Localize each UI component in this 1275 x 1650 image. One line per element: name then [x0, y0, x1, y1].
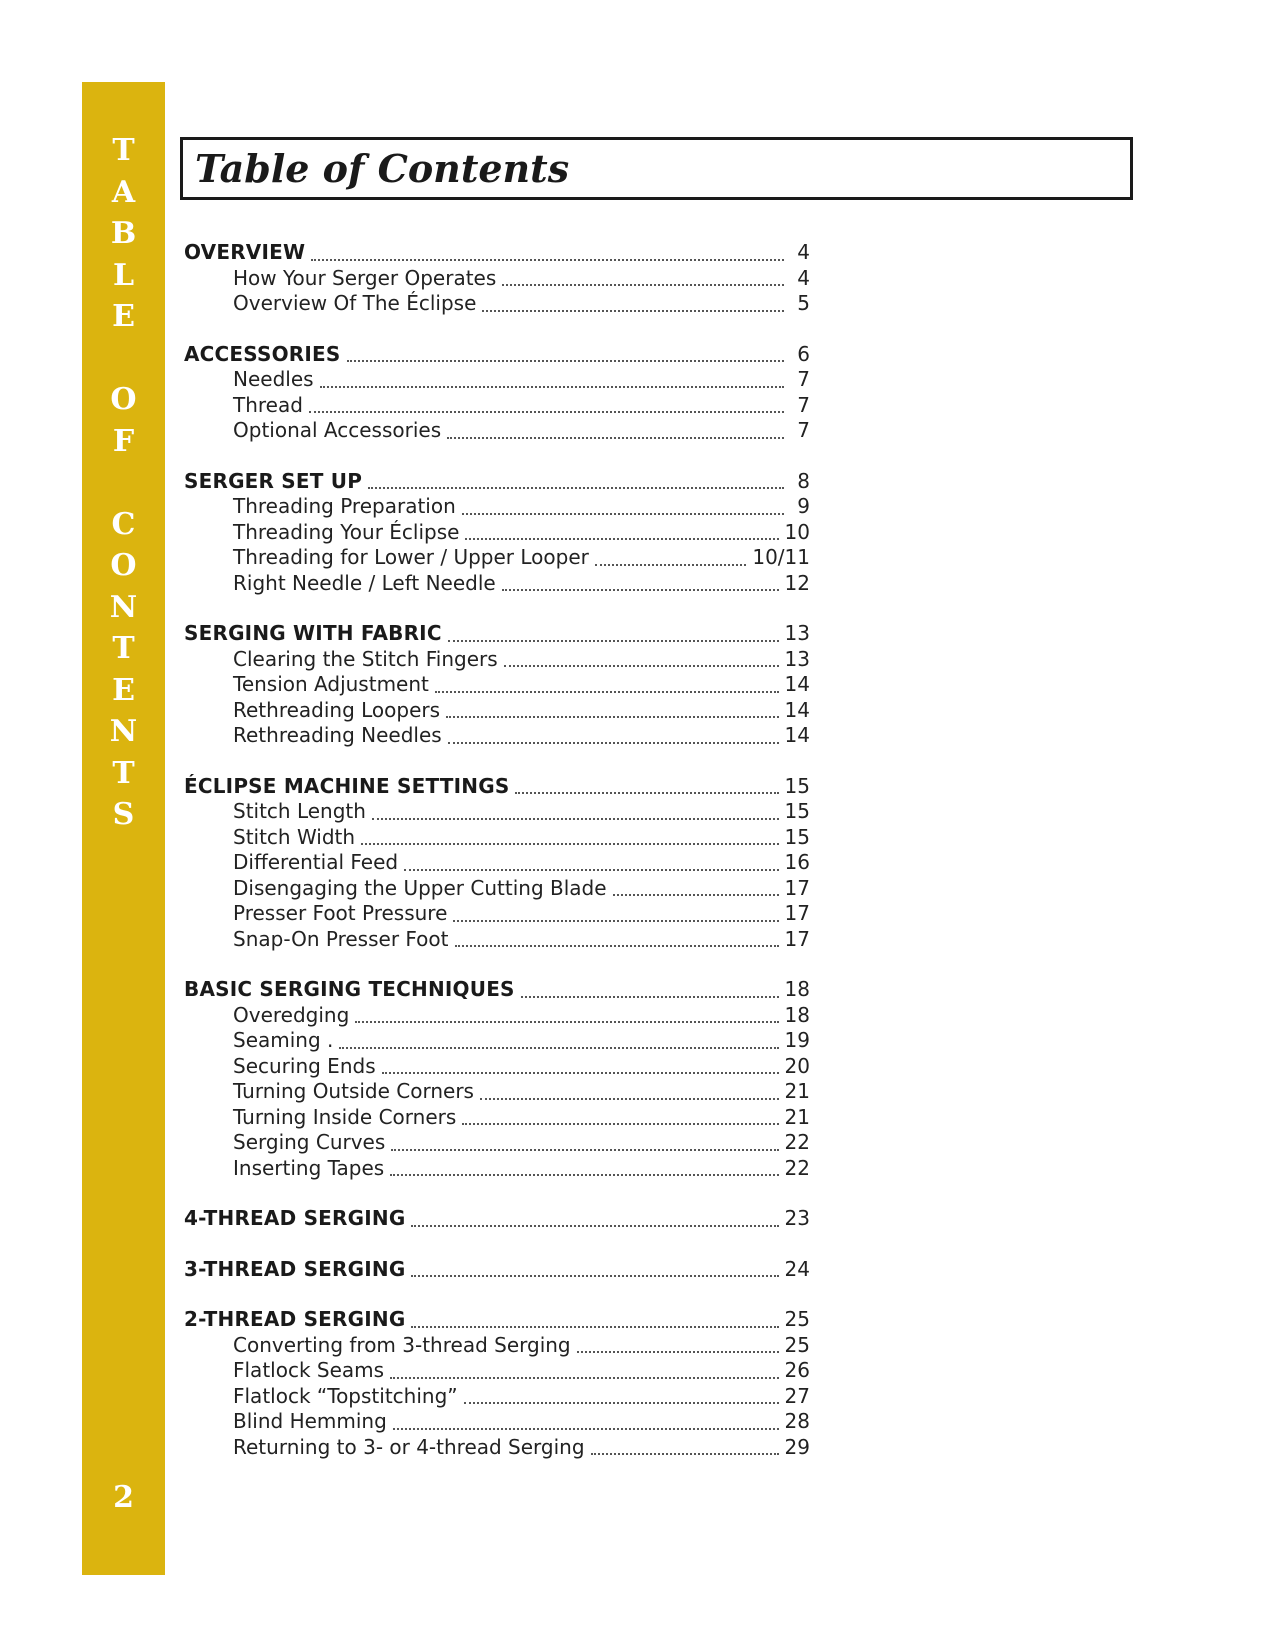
dot-leader	[404, 869, 778, 871]
dot-leader	[411, 1275, 778, 1277]
dot-leader	[482, 310, 784, 312]
sidebar-band	[82, 82, 165, 1575]
sidebar-letter: O	[110, 548, 137, 583]
toc-page-number: 15	[784, 824, 810, 849]
dot-leader	[390, 1174, 778, 1176]
toc-heading-label: SERGER SET UP	[184, 468, 363, 493]
toc-item-row[interactable]	[184, 1384, 810, 1410]
toc-item-label: Differential Feed	[233, 850, 399, 874]
toc-page-number: 21	[784, 1079, 810, 1103]
sidebar-letter: N	[109, 589, 138, 625]
toc-page-number: 14	[784, 672, 810, 696]
toc-item-row[interactable]	[184, 1028, 810, 1054]
dot-leader	[455, 945, 779, 947]
toc-section	[184, 1307, 810, 1460]
dot-leader	[448, 640, 779, 642]
toc-item-row[interactable]	[184, 1435, 810, 1461]
toc-item-label: Presser Foot Pressure	[233, 901, 448, 925]
title-box	[180, 137, 1133, 200]
dot-leader	[453, 920, 778, 922]
dot-leader	[502, 284, 784, 286]
toc-page-number: 17	[784, 926, 810, 951]
toc-page-number: 8	[797, 468, 810, 493]
toc-section	[184, 469, 810, 597]
dot-leader	[595, 564, 747, 566]
page-number: 2	[113, 1480, 134, 1515]
toc-item-row[interactable]	[184, 850, 810, 876]
toc-item-row[interactable]	[184, 266, 810, 292]
toc-heading-row[interactable]	[184, 977, 810, 1003]
toc-section	[184, 621, 810, 749]
toc-item-row[interactable]	[184, 799, 810, 825]
toc-page-number: 29	[784, 1434, 810, 1459]
toc-heading-label: SERGING WITH FABRIC	[184, 621, 442, 645]
dot-leader	[448, 742, 779, 744]
toc-item-label: Stitch Length	[233, 799, 366, 823]
dot-leader	[502, 589, 779, 591]
toc-item-label: Right Needle / Left Needle	[233, 570, 496, 595]
toc-page-number: 10/11	[752, 545, 810, 569]
toc-heading-label: ÉCLIPSE MACHINE SETTINGS	[184, 773, 510, 798]
toc-page-number: 4	[797, 265, 810, 290]
toc-heading-row[interactable]	[184, 774, 810, 800]
toc-page-number: 24	[784, 1256, 810, 1281]
toc-page-number: 15	[784, 773, 810, 798]
dot-leader	[382, 1072, 779, 1074]
toc-page-number: 15	[784, 799, 810, 823]
toc-item-label: Clearing the Stitch Fingers	[233, 646, 498, 671]
dot-leader	[504, 665, 779, 667]
toc-item-label: Returning to 3- or 4-thread Serging	[233, 1434, 585, 1459]
toc-page-number: 25	[784, 1307, 810, 1331]
toc-item-row[interactable]	[184, 291, 810, 317]
dot-leader	[347, 360, 784, 362]
sidebar-letter: B	[110, 216, 137, 251]
dot-leader	[462, 513, 784, 515]
toc-item-label: Threading for Lower / Upper Looper	[233, 545, 589, 569]
toc-item-row[interactable]	[184, 723, 810, 749]
toc-page-number: 21	[784, 1104, 810, 1129]
toc-heading-row[interactable]	[184, 240, 810, 266]
toc-item-label: Overedging	[233, 1002, 350, 1027]
dot-leader	[521, 996, 779, 998]
toc-section	[184, 977, 810, 1181]
dot-leader	[613, 894, 779, 896]
toc-page-number: 14	[784, 723, 810, 747]
toc-heading-label: 2-THREAD SERGING	[184, 1307, 406, 1331]
toc-heading-row[interactable]	[184, 1307, 810, 1333]
toc-section	[184, 240, 810, 317]
toc-item-row[interactable]	[184, 1003, 810, 1029]
toc-page-number: 5	[797, 291, 810, 315]
toc-item-label: Seaming .	[233, 1028, 334, 1052]
dot-leader	[368, 487, 784, 489]
table-of-contents	[184, 240, 810, 1485]
toc-section	[184, 1206, 810, 1232]
toc-heading-row[interactable]	[184, 342, 810, 368]
dot-leader	[355, 1021, 778, 1023]
toc-page-number: 7	[797, 418, 810, 442]
dot-leader	[446, 716, 778, 718]
dot-leader	[309, 411, 784, 413]
toc-page-number: 22	[784, 1155, 810, 1180]
toc-page-number: 13	[784, 621, 810, 645]
dot-leader	[435, 691, 779, 693]
toc-item-row[interactable]	[184, 901, 810, 927]
sidebar-letter: T	[112, 631, 135, 666]
toc-item-label: Snap-On Presser Foot	[233, 926, 449, 951]
toc-item-row[interactable]	[184, 418, 810, 444]
dot-leader	[339, 1047, 778, 1049]
toc-item-row[interactable]	[184, 876, 810, 902]
dot-leader	[393, 1428, 779, 1430]
sidebar-letter: T	[112, 755, 135, 791]
toc-item-row[interactable]	[184, 545, 810, 571]
dot-leader	[311, 259, 784, 261]
toc-item-row[interactable]	[184, 571, 810, 597]
toc-item-label: Overview Of The Éclipse	[233, 291, 477, 315]
toc-page-number: 22	[784, 1130, 810, 1154]
toc-item-label: Threading Preparation	[233, 494, 456, 518]
toc-page-number: 18	[784, 977, 810, 1001]
toc-page-number: 4	[797, 240, 810, 264]
toc-item-row[interactable]	[184, 1130, 810, 1156]
dot-leader	[465, 538, 778, 540]
toc-item-label: Inserting Tapes	[233, 1155, 385, 1180]
toc-item-row[interactable]	[184, 825, 810, 851]
toc-item-label: Rethreading Loopers	[233, 697, 441, 722]
toc-item-label: Tension Adjustment	[233, 672, 429, 696]
toc-page-number: 28	[784, 1409, 810, 1433]
sidebar-letter: S	[112, 797, 135, 832]
dot-leader	[390, 1377, 779, 1379]
toc-item-label: Converting from 3-thread Serging	[233, 1332, 571, 1357]
sidebar-letter: T	[112, 133, 135, 168]
toc-item-label: Turning Outside Corners	[233, 1079, 474, 1103]
toc-item-label: Flatlock “Topstitching”	[233, 1383, 458, 1408]
toc-page-number: 7	[797, 392, 810, 417]
toc-page-number: 9	[797, 494, 810, 518]
toc-page-number: 20	[784, 1053, 810, 1078]
toc-item-row[interactable]	[184, 672, 810, 698]
toc-item-row[interactable]	[184, 698, 810, 724]
sidebar-letter: E	[112, 299, 135, 334]
dot-leader	[391, 1149, 778, 1151]
dot-leader	[411, 1225, 778, 1227]
dot-leader	[320, 386, 784, 388]
sidebar-letter: O	[110, 382, 137, 417]
toc-item-row[interactable]	[184, 1409, 810, 1435]
sidebar-letter: L	[112, 257, 135, 293]
toc-page-number: 25	[784, 1332, 810, 1357]
sidebar-letter: F	[112, 423, 135, 459]
toc-heading-row[interactable]	[184, 1257, 810, 1283]
toc-item-row[interactable]	[184, 1079, 810, 1105]
toc-item-label: Rethreading Needles	[233, 723, 442, 747]
toc-item-label: Thread	[233, 392, 303, 417]
toc-item-row[interactable]	[184, 494, 810, 520]
toc-item-label: Optional Accessories	[233, 418, 442, 442]
toc-item-row[interactable]	[184, 1358, 810, 1384]
toc-item-row[interactable]	[184, 1156, 810, 1182]
dot-leader	[411, 1326, 778, 1328]
toc-page-number: 17	[784, 901, 810, 925]
dot-leader	[464, 1402, 779, 1404]
toc-item-label: Stitch Width	[233, 824, 356, 849]
toc-heading-label: ACCESSORIES	[184, 341, 341, 366]
dot-leader	[462, 1123, 778, 1125]
toc-page-number: 16	[784, 850, 810, 874]
toc-item-row[interactable]	[184, 927, 810, 953]
sidebar-letter: A	[111, 174, 136, 210]
toc-item-row[interactable]	[184, 520, 810, 546]
toc-page-number: 14	[784, 697, 810, 722]
toc-item-label: Disengaging the Upper Cutting Blade	[233, 875, 607, 900]
toc-item-row[interactable]	[184, 367, 810, 393]
toc-section	[184, 774, 810, 953]
toc-page-number: 10	[784, 519, 810, 544]
dot-leader	[447, 437, 784, 439]
toc-page-number: 18	[784, 1002, 810, 1027]
toc-item-row[interactable]	[184, 393, 810, 419]
toc-item-row[interactable]	[184, 1105, 810, 1131]
toc-page-number: 6	[797, 341, 810, 366]
dot-leader	[515, 792, 778, 794]
toc-item-row[interactable]	[184, 1054, 810, 1080]
toc-item-label: How Your Serger Operates	[233, 265, 497, 290]
toc-page-number: 13	[784, 646, 810, 671]
dot-leader	[591, 1453, 779, 1455]
toc-item-label: Serging Curves	[233, 1130, 386, 1154]
toc-page-number: 27	[784, 1383, 810, 1408]
toc-item-label: Flatlock Seams	[233, 1358, 385, 1382]
sidebar-letter: N	[109, 714, 138, 749]
toc-item-label: Securing Ends	[233, 1053, 376, 1078]
toc-section	[184, 1257, 810, 1283]
dot-leader	[480, 1098, 779, 1100]
toc-heading-label: BASIC SERGING TECHNIQUES	[184, 977, 515, 1001]
toc-item-label: Needles	[233, 367, 314, 391]
toc-heading-label: 4-THREAD SERGING	[184, 1206, 406, 1230]
toc-heading-label: OVERVIEW	[184, 240, 306, 264]
toc-heading-label: 3-THREAD SERGING	[184, 1256, 406, 1281]
sidebar-vertical-title	[82, 130, 165, 836]
toc-page-number: 19	[784, 1028, 810, 1052]
dot-leader	[577, 1351, 779, 1353]
toc-heading-row[interactable]	[184, 469, 810, 495]
toc-item-label: Blind Hemming	[233, 1409, 387, 1433]
toc-heading-row[interactable]	[184, 621, 810, 647]
toc-item-label: Turning Inside Corners	[233, 1104, 457, 1129]
toc-page-number: 23	[784, 1206, 810, 1230]
dot-leader	[372, 818, 779, 820]
toc-page-number: 26	[784, 1358, 810, 1382]
toc-heading-row[interactable]	[184, 1206, 810, 1232]
toc-section	[184, 342, 810, 444]
toc-item-row[interactable]	[184, 647, 810, 673]
toc-page-number: 17	[784, 875, 810, 900]
sidebar-letter: C	[111, 506, 136, 542]
toc-item-row[interactable]	[184, 1333, 810, 1359]
toc-item-label: Threading Your Éclipse	[233, 519, 460, 544]
toc-page-number: 7	[797, 367, 810, 391]
dot-leader	[361, 843, 778, 845]
sidebar-letter: E	[112, 672, 135, 708]
toc-page-number: 12	[784, 570, 810, 595]
page-title: Table of Contents	[195, 145, 570, 191]
